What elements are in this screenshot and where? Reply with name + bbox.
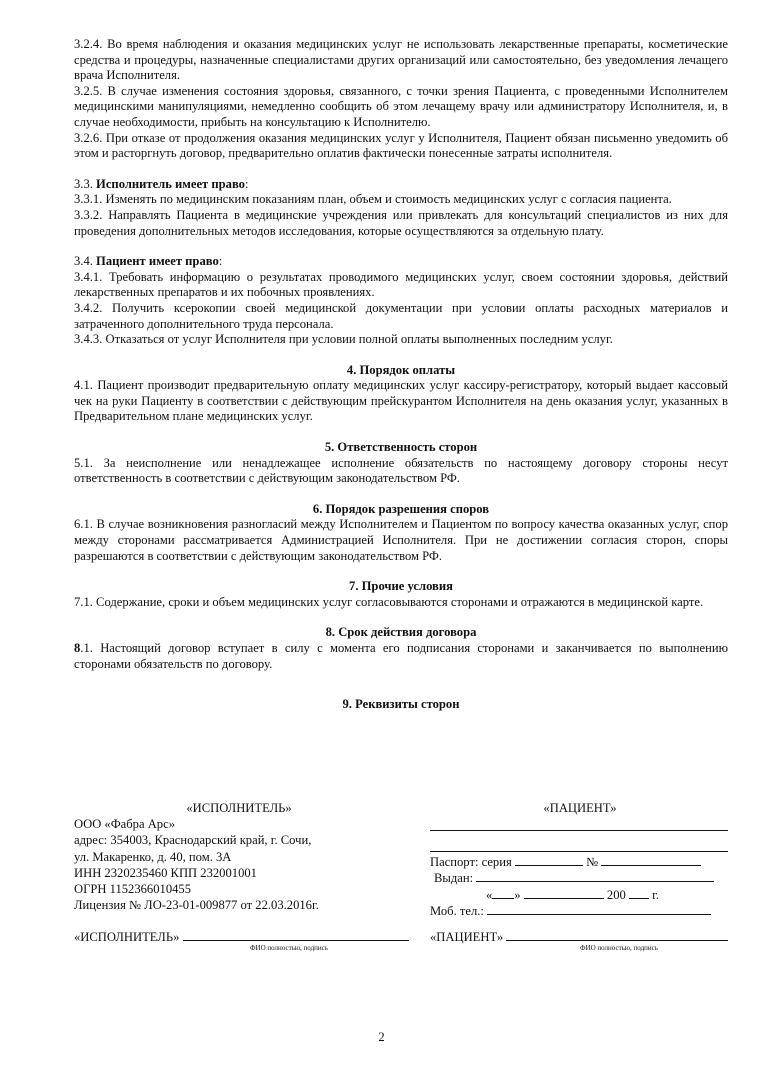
section-3-4-heading: 3.4. Пациент имеет право: — [74, 254, 223, 269]
patient-name-line-2[interactable] — [430, 831, 728, 852]
clause-7-1: 7.1. Содержание, сроки и объем медицинских услуг согласовываются сторонами и отражаются в медицинской карте. — [74, 594, 704, 609]
patient-signature-caption: ФИО полностью, подпись — [580, 944, 658, 952]
passport-row — [430, 854, 730, 870]
clause-3-3-1: 3.3.1. Изменять по медицинским показаниям план, объем и стоимость медицинских услуг с согласия пациента. — [74, 192, 672, 207]
clause-3-2-5: 3.2.5. В случае изменения состояния здоровья, связанного, с точки зрения Пациента, с проведенными Исполнителем медицинскими манипуляциями, немедленно сообщить об этом лечащему врачу или администратору Исполнителя, и, в случае необходимости, прибыть на консультацию к Исполнителю. — [74, 83, 728, 129]
contract-page-body — [74, 37, 728, 713]
clause-3-4-2: 3.4.2. Получить ксерокопии своей медицинской документации при условии оплаты расходных материалов и затраченного дополнительного труда персонала. — [74, 300, 728, 331]
clause-5-1: 5.1. За неисполнение или ненадлежащее исполнение обязательств по настоящему договору стороны несут ответственность в соответствии с действующим законодательством РФ. — [74, 455, 728, 486]
patient-requisites — [430, 800, 730, 919]
executor-line: адрес: 354003, Краснодарский край, г. Сочи, — [74, 833, 312, 848]
phone-label: Моб. тел.: — [430, 903, 484, 918]
issued-label: Выдан: — [434, 871, 474, 886]
year-label: 200 — [606, 887, 626, 902]
patient-name-line-1[interactable] — [430, 816, 728, 831]
passport-number-field[interactable] — [601, 865, 701, 866]
executor-signature-field[interactable] — [183, 940, 409, 941]
section-5-title: 5. Ответственность сторон — [324, 440, 478, 455]
section-9-title: 9. Реквизиты сторон — [342, 697, 460, 712]
section-6-title: 6. Порядок разрешения споров — [312, 501, 490, 516]
patient-signature-field[interactable] — [506, 940, 728, 941]
section-7-title: 7. Прочие условия — [349, 579, 453, 594]
page-number: 2 — [378, 1030, 385, 1044]
executor-line: ИНН 2320235460 КПП 232001001 — [74, 865, 257, 880]
executor-heading: «ИСПОЛНИТЕЛЬ» — [186, 801, 292, 815]
issued-field[interactable] — [476, 881, 714, 882]
patient-heading: «ПАЦИЕНТ» — [543, 801, 617, 815]
clause-3-3-2: 3.3.2. Направлять Пациента в медицинские учреждения или привлекать для консультаций специалистов из них для проведения дополнительных методов исследования, которые осуществляются за отдельную плату. — [74, 207, 728, 238]
clause-3-2-6: 3.2.6. При отказе от продолжения оказания медицинских услуг у Исполнителя, Пациент обязан письменно уведомить об этом и расторгнуть договор, предварительно оплатив фактически понесенные затраты исполнителя. — [74, 130, 728, 161]
executor-signature-caption: ФИО полностью, подпись — [250, 944, 328, 952]
passport-series-field[interactable] — [515, 865, 583, 866]
section-4-title: 4. Порядок оплаты — [346, 362, 456, 377]
date-open-quote: « — [486, 887, 493, 902]
year-suffix: г. — [652, 887, 660, 902]
executor-line: ООО «Фабра Арс» — [74, 817, 175, 832]
clause-4-1: 4.1. Пациент производит предварительную оплату медицинских услуг кассиру-регистратору, который выдает кассовый чек на руки Пациенту в соответствии с действующим прейскурантом Исполнителя на день оказания услуг, указанных в Предварительном плане медицинских услуг. — [74, 378, 728, 424]
clause-3-4-3: 3.4.3. Отказаться от услуг Исполнителя при условии полной оплаты выполненных последним услуг. — [74, 332, 613, 347]
section-3-3-heading: 3.3. Исполнитель имеет право: — [74, 176, 249, 191]
passport-series-label: Паспорт: серия — [430, 855, 512, 870]
issue-month-field[interactable] — [524, 898, 604, 899]
patient-signature-label: «ПАЦИЕНТ» — [430, 930, 504, 944]
phone-field[interactable] — [487, 914, 711, 915]
executor-requisites — [74, 800, 404, 913]
clause-6-1: 6.1. В случае возникновения разногласий между Исполнителем и Пациентом по вопросу качества оказанных услуг, спор между сторонами рассматривается Администрацией Исполнителя. При не достижении согласия сторон, споры разрешаются в соответствии с действующим законодательством РФ. — [74, 517, 728, 563]
passport-number-label: № — [586, 855, 599, 870]
executor-line: Лицензия № ЛО-23-01-009877 от 22.03.2016г. — [74, 898, 319, 913]
issue-year-field[interactable] — [629, 898, 649, 899]
executor-signature-label: «ИСПОЛНИТЕЛЬ» — [74, 930, 180, 944]
issue-date-row — [430, 887, 730, 903]
section-8-title: 8. Срок действия договора — [325, 625, 477, 640]
issue-day-field[interactable] — [492, 898, 514, 899]
clause-8-1: 8.1. Настоящий договор вступает в силу с момента его подписания сторонами и заканчивается по выполнению сторонами обязательств по договору. — [74, 641, 728, 671]
executor-line: ОГРН 1152366010455 — [74, 882, 192, 897]
issued-row — [430, 870, 730, 886]
date-close-quote: » — [514, 887, 521, 902]
clause-3-4-1: 3.4.1. Требовать информацию о результатах проводимого медицинских услуг, своем состоянии здоровья, действий лекарственных препаратов и их побочных проявлениях. — [74, 269, 728, 300]
clause-3-2-4: 3.2.4. Во время наблюдения и оказания медицинских услуг не использовать лекарственные препараты, косметические средства и процедуры, назначенные специалистами других организаций или самостоятельно, без уведомления лечащего врача Исполнителя. — [74, 37, 728, 83]
executor-signature-row — [74, 930, 409, 945]
phone-row — [430, 903, 730, 919]
patient-signature-row — [430, 930, 728, 945]
executor-line: ул. Макаренко, д. 40, пом. 3А — [74, 849, 232, 864]
